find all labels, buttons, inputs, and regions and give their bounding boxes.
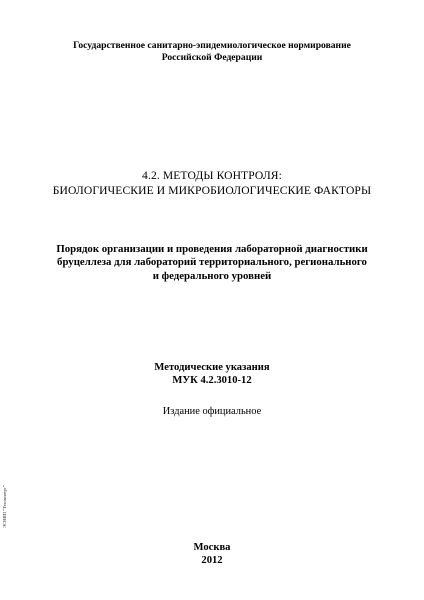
document-code: МУК 4.2.3010-12 bbox=[172, 375, 252, 386]
document-title bbox=[0, 243, 424, 283]
document-title-line-3: и федерального уровней bbox=[152, 269, 272, 282]
publication-city: Москва bbox=[193, 542, 231, 553]
document-type bbox=[0, 361, 424, 387]
section-line-1: 4.2. МЕТОДЫ КОНТРОЛЯ: bbox=[142, 169, 282, 182]
header-line-2: Российской Федерации bbox=[161, 52, 263, 63]
issuing-authority-header bbox=[0, 40, 424, 64]
document-type-label: Методические указания bbox=[154, 362, 270, 373]
section-heading bbox=[0, 168, 424, 198]
header-line-1: Государственное санитарно-эпидемиологическое нормирование bbox=[73, 40, 351, 51]
side-watermark: ЭСНИП "Техэксперт" bbox=[2, 485, 7, 528]
edition-text: Издание официальное bbox=[162, 406, 262, 417]
document-title-line-1: Порядок организации и проведения лабораторной диагностики bbox=[56, 243, 368, 255]
edition-note bbox=[0, 405, 424, 418]
section-line-2: БИОЛОГИЧЕСКИЕ И МИКРОБИОЛОГИЧЕСКИЕ ФАКТОРЫ bbox=[52, 184, 372, 197]
publication-year: 2012 bbox=[201, 555, 223, 566]
document-title-line-2: бруцеллеза для лабораторий территориального, регионального bbox=[57, 256, 367, 269]
publication-footer bbox=[0, 541, 424, 567]
